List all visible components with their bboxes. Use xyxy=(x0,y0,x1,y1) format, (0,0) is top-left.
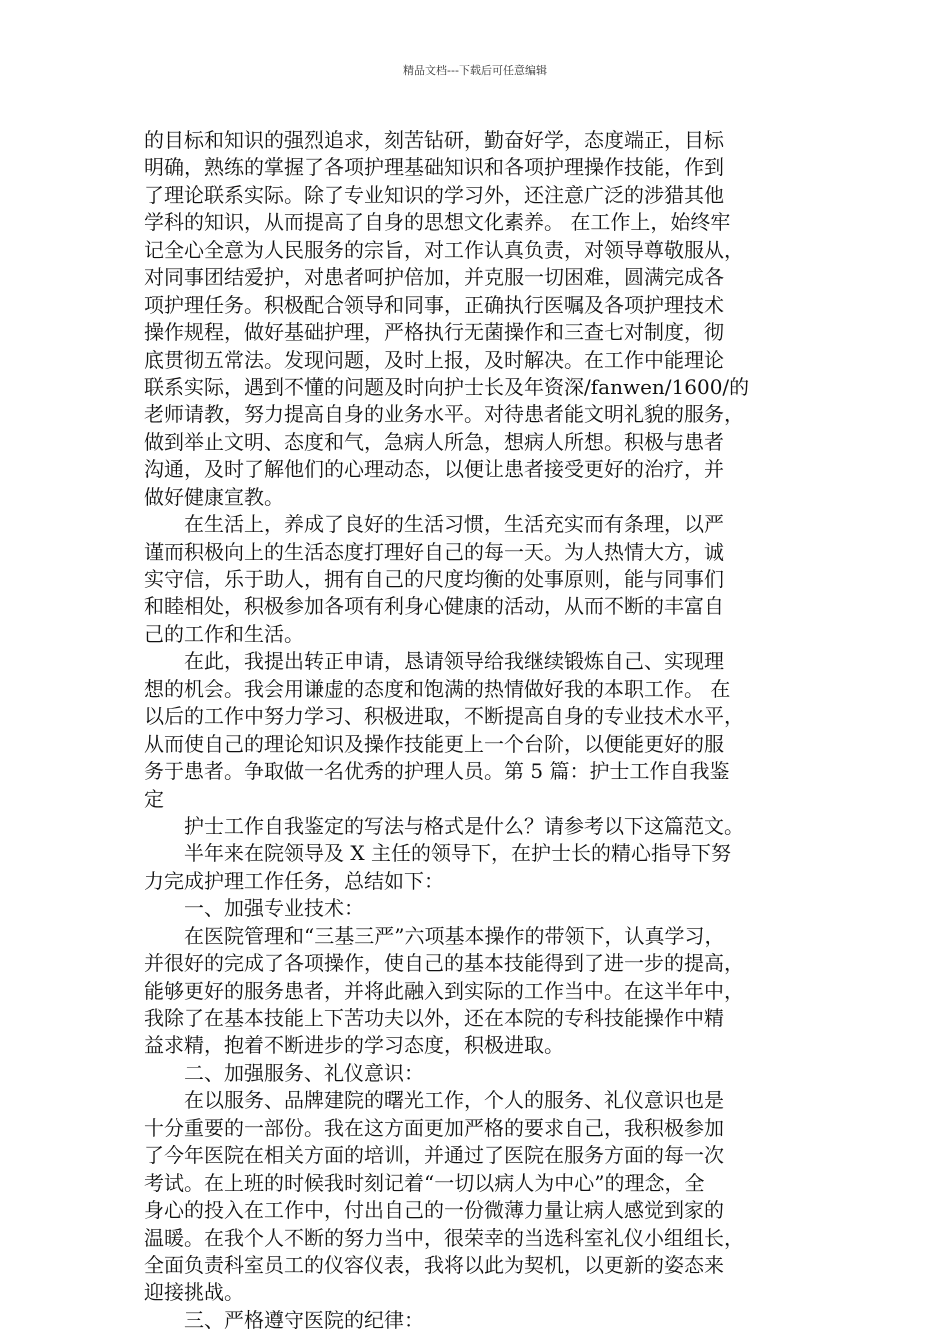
text-line: 二、加强服务、礼仪意识： xyxy=(144,1060,424,1085)
text-line: 对同事团结爱护，对患者呵护倍加，并克服一切困难，圆满完成各 xyxy=(144,265,724,290)
text-line: 沟通，及时了解他们的心理动态，以便让患者接受更好的治疗，并 xyxy=(144,457,724,482)
text-line: 做到举止文明、态度和气，急病人所急，想病人所想。积极与患者 xyxy=(144,429,724,454)
text-line: 项护理任务。积极配合领导和同事，正确执行医嘱及各项护理技术 xyxy=(144,292,724,317)
text-line: 己的工作和生活。 xyxy=(144,621,304,646)
page-header: 精品文档---下载后可任意编辑 xyxy=(403,64,547,77)
text-line: 护士工作自我鉴定的写法与格式是什么？请参考以下这篇范文。 xyxy=(144,813,744,838)
text-line: 身心的投入在工作中，付出自己的一份微薄力量让病人感觉到家的 xyxy=(144,1198,724,1223)
text-line: 在以服务、品牌建院的曙光工作，个人的服务、礼仪意识也是 xyxy=(144,1088,724,1113)
text-line: 了今年医院在相关方面的培训，并通过了医院在服务方面的每一次 xyxy=(144,1143,724,1168)
text-line: 操作规程，做好基础护理，严格执行无菌操作和三查七对制度，彻 xyxy=(144,320,724,345)
text-line: 益求精，抱着不断进步的学习态度，积极进取。 xyxy=(144,1033,564,1058)
text-line: 联系实际，遇到不懂的问题及时向护士长及年资深/fanwen/1600/的 xyxy=(144,374,750,399)
text-line: 做好健康宣教。 xyxy=(144,484,284,509)
text-line: 的目标和知识的强烈追求，刻苦钻研，勤奋好学，态度端正，目标 xyxy=(144,128,724,152)
text-line: 十分重要的一部份。我在这方面更加严格的要求自己，我积极参加 xyxy=(144,1115,724,1140)
text-line: 务于患者。争取做一名优秀的护理人员。第 5 篇：护士工作自我鉴 xyxy=(144,759,730,784)
text-line: 迎接挑战。 xyxy=(144,1280,244,1305)
text-line: 半年来在院领导及 X 主任的领导下，在护士长的精心指导下努 xyxy=(144,841,731,866)
text-line: 三、严格遵守医院的纪律： xyxy=(144,1307,424,1332)
text-line: 在医院管理和“三基三严”六项基本操作的带领下，认真学习， xyxy=(144,923,725,948)
text-line: 从而使自己的理论知识及操作技能更上一个台阶，以便能更好的服 xyxy=(144,731,724,756)
text-line: 以后的工作中努力学习、积极进取，不断提高自身的专业技术水平， xyxy=(144,704,744,729)
text-line: 考试。在上班的时候我时刻记着“一切以病人为中心”的理念，全 xyxy=(144,1170,705,1195)
text-line: 实守信，乐于助人，拥有自己的尺度均衡的处事原则，能与同事们 xyxy=(144,567,724,591)
text-line: 力完成护理工作任务，总结如下： xyxy=(144,868,444,893)
text-line: 记全心全意为人民服务的宗旨，对工作认真负责，对领导尊敬服从， xyxy=(144,237,744,262)
text-line: 定 xyxy=(144,786,164,811)
text-line: 老师请教，努力提高自身的业务水平。对待患者能文明礼貌的服务， xyxy=(144,402,744,427)
text-line: 谨而积极向上的生活态度打理好自己的每一天。为人热情大方，诚 xyxy=(144,539,724,564)
text-line: 温暖。在我个人不断的努力当中，很荣幸的当选科室礼仪小组组长， xyxy=(144,1225,744,1250)
text-line: 明确，熟练的掌握了各项护理基础知识和各项护理操作技能，作到 xyxy=(144,155,724,180)
text-line: 一、加强专业技术： xyxy=(144,896,364,921)
text-line: 想的机会。我会用谦虚的态度和饱满的热情做好我的本职工作。 在 xyxy=(144,676,731,701)
text-line: 全面负责科室员工的仪容仪表，我将以此为契机，以更新的姿态来 xyxy=(144,1252,724,1277)
text-line: 在此，我提出转正申请，恳请领导给我继续锻炼自己、实现理 xyxy=(144,649,724,674)
text-line: 能够更好的服务患者，并将此融入到实际的工作当中。在这半年中， xyxy=(144,978,744,1003)
text-line: 底贯彻五常法。发现问题，及时上报，及时解决。在工作中能理论 xyxy=(144,347,724,372)
text-line: 我除了在基本技能上下苦功夫以外，还在本院的专科技能操作中精 xyxy=(144,1006,724,1030)
text-line: 在生活上，养成了良好的生活习惯，生活充实而有条理，以严 xyxy=(144,512,724,537)
text-line: 了理论联系实际。除了专业知识的学习外，还注意广泛的涉猎其他 xyxy=(144,182,724,207)
text-line: 和睦相处，积极参加各项有利身心健康的活动，从而不断的丰富自 xyxy=(144,594,724,619)
text-line: 学科的知识，从而提高了自身的思想文化素养。 在工作上，始终牢 xyxy=(144,210,731,235)
document-body xyxy=(144,127,806,1334)
text-line: 并很好的完成了各项操作，使自己的基本技能得到了进一步的提高， xyxy=(144,951,744,976)
